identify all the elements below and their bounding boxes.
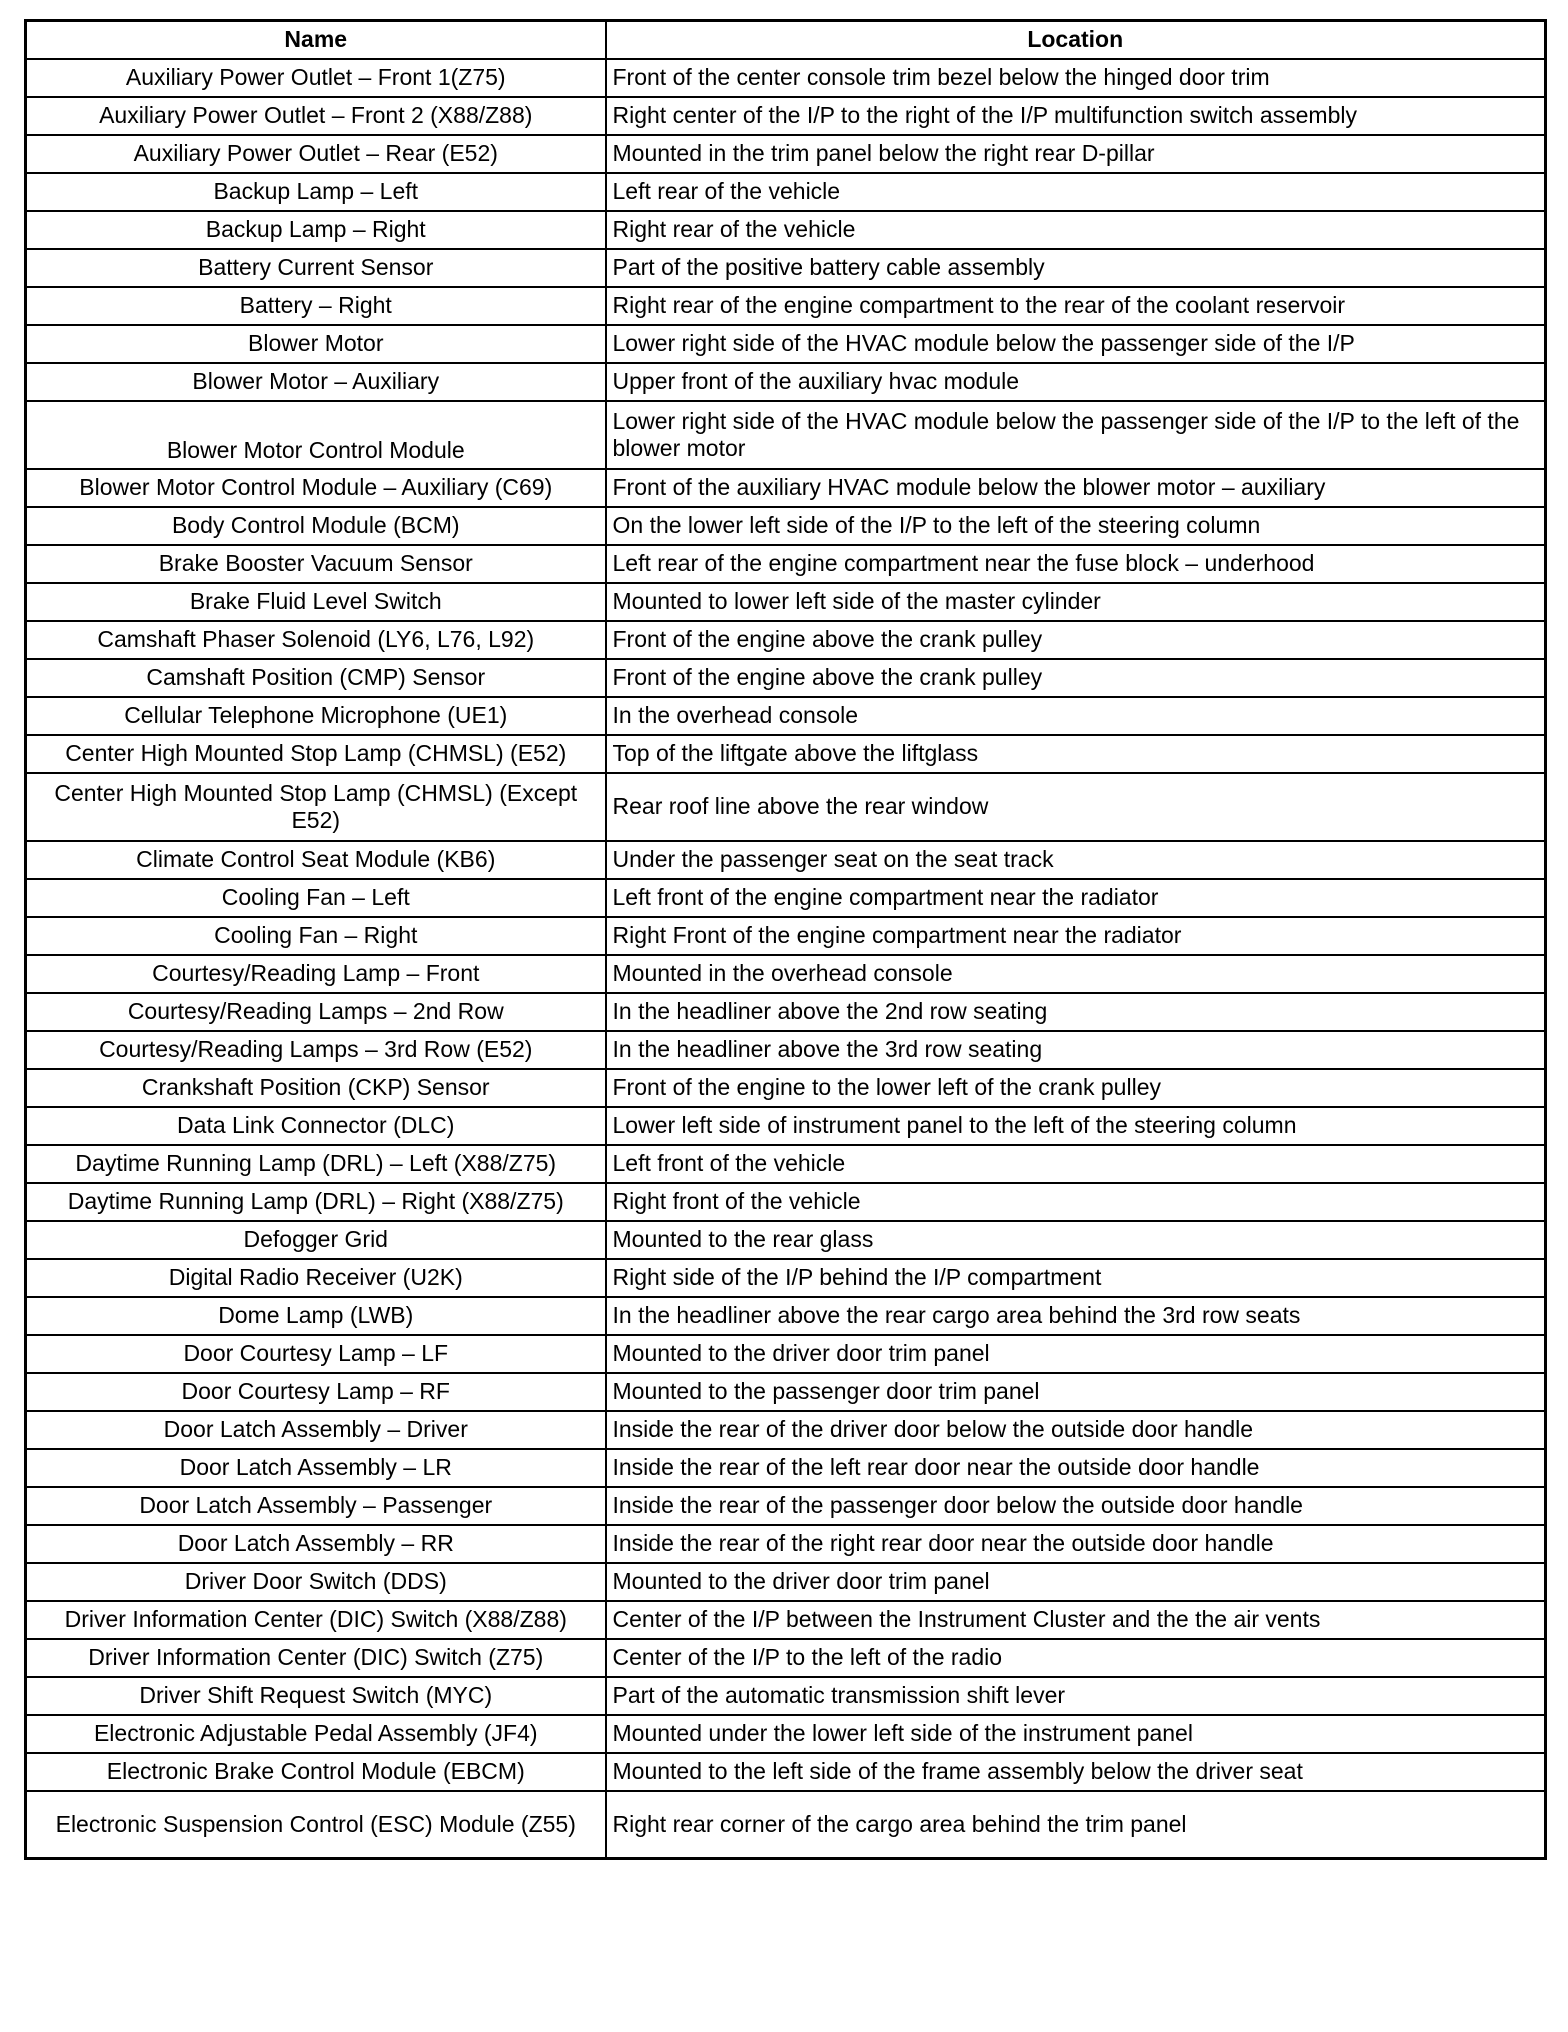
component-location-cell: Front of the auxiliary HVAC module below the blower motor – auxiliary [606, 469, 1546, 507]
component-location-cell: Inside the rear of the left rear door near the outside door handle [606, 1449, 1546, 1487]
component-location-cell: On the lower left side of the I/P to the left of the steering column [606, 507, 1546, 545]
component-name-cell: Door Latch Assembly – LR [26, 1449, 606, 1487]
table-row [26, 993, 1546, 1031]
table-row [26, 735, 1546, 773]
table-row [26, 287, 1546, 325]
component-name-cell: Driver Shift Request Switch (MYC) [26, 1677, 606, 1715]
component-name-cell: Courtesy/Reading Lamp – Front [26, 955, 606, 993]
component-name-cell: Cooling Fan – Right [26, 917, 606, 955]
component-location-cell: In the headliner above the 3rd row seating [606, 1031, 1546, 1069]
component-name-cell: Electronic Brake Control Module (EBCM) [26, 1753, 606, 1791]
component-name-cell: Center High Mounted Stop Lamp (CHMSL) (E52) [26, 735, 606, 773]
table-row [26, 1487, 1546, 1525]
table-row [26, 1145, 1546, 1183]
component-location-cell: In the headliner above the rear cargo area behind the 3rd row seats [606, 1297, 1546, 1335]
location-column-header: Location [606, 21, 1546, 59]
table-row [26, 1791, 1546, 1859]
component-name-cell: Door Latch Assembly – Passenger [26, 1487, 606, 1525]
component-location-table [24, 19, 1547, 1860]
table-row [26, 1411, 1546, 1449]
component-location-cell: Left front of the vehicle [606, 1145, 1546, 1183]
table-row [26, 1107, 1546, 1145]
component-name-cell: Body Control Module (BCM) [26, 507, 606, 545]
component-name-cell: Blower Motor Control Module [26, 401, 606, 469]
component-location-cell: Right front of the vehicle [606, 1183, 1546, 1221]
table-row [26, 1563, 1546, 1601]
table-row [26, 59, 1546, 97]
table-row [26, 1753, 1546, 1791]
table-row [26, 1259, 1546, 1297]
table-row [26, 401, 1546, 469]
component-name-cell: Brake Booster Vacuum Sensor [26, 545, 606, 583]
component-name-cell: Data Link Connector (DLC) [26, 1107, 606, 1145]
component-location-cell: Center of the I/P to the left of the radio [606, 1639, 1546, 1677]
name-column-header: Name [26, 21, 606, 59]
component-location-cell: Mounted to lower left side of the master cylinder [606, 583, 1546, 621]
component-name-cell: Cellular Telephone Microphone (UE1) [26, 697, 606, 735]
table-row [26, 363, 1546, 401]
component-location-cell: Mounted under the lower left side of the instrument panel [606, 1715, 1546, 1753]
table-row [26, 773, 1546, 841]
component-name-cell: Door Latch Assembly – RR [26, 1525, 606, 1563]
table-row [26, 1373, 1546, 1411]
table-row [26, 955, 1546, 993]
component-location-cell: Right Front of the engine compartment near the radiator [606, 917, 1546, 955]
component-name-cell: Blower Motor Control Module – Auxiliary (C69) [26, 469, 606, 507]
component-location-cell: Upper front of the auxiliary hvac module [606, 363, 1546, 401]
table-row [26, 1449, 1546, 1487]
component-location-cell: Front of the engine above the crank pulley [606, 659, 1546, 697]
component-name-cell: Electronic Suspension Control (ESC) Module (Z55) [26, 1791, 606, 1859]
component-location-cell: Inside the rear of the passenger door below the outside door handle [606, 1487, 1546, 1525]
table-row [26, 507, 1546, 545]
table-row [26, 841, 1546, 879]
component-location-cell: Mounted to the driver door trim panel [606, 1563, 1546, 1601]
component-location-cell: In the headliner above the 2nd row seating [606, 993, 1546, 1031]
component-location-cell: Inside the rear of the driver door below the outside door handle [606, 1411, 1546, 1449]
table-row [26, 697, 1546, 735]
component-location-cell: Lower right side of the HVAC module below the passenger side of the I/P [606, 325, 1546, 363]
table-body [26, 59, 1546, 1859]
component-name-cell: Defogger Grid [26, 1221, 606, 1259]
table-row [26, 879, 1546, 917]
component-name-cell: Dome Lamp (LWB) [26, 1297, 606, 1335]
component-name-cell: Center High Mounted Stop Lamp (CHMSL) (Except E52) [26, 773, 606, 841]
component-location-cell: Lower right side of the HVAC module below the passenger side of the I/P to the left of the blower motor [606, 401, 1546, 469]
component-name-cell: Auxiliary Power Outlet – Front 1(Z75) [26, 59, 606, 97]
table-row [26, 1525, 1546, 1563]
table-row [26, 1221, 1546, 1259]
component-location-cell: Mounted to the driver door trim panel [606, 1335, 1546, 1373]
component-location-cell: Mounted to the rear glass [606, 1221, 1546, 1259]
component-location-cell: Front of the engine above the crank pulley [606, 621, 1546, 659]
table-row [26, 1297, 1546, 1335]
component-name-cell: Digital Radio Receiver (U2K) [26, 1259, 606, 1297]
component-name-cell: Battery – Right [26, 287, 606, 325]
component-name-cell: Door Latch Assembly – Driver [26, 1411, 606, 1449]
table-row [26, 1601, 1546, 1639]
component-name-cell: Driver Information Center (DIC) Switch (X88/Z88) [26, 1601, 606, 1639]
component-name-cell: Courtesy/Reading Lamps – 2nd Row [26, 993, 606, 1031]
component-location-cell: Part of the automatic transmission shift lever [606, 1677, 1546, 1715]
table-row [26, 917, 1546, 955]
component-location-cell: Right center of the I/P to the right of the I/P multifunction switch assembly [606, 97, 1546, 135]
component-name-cell: Electronic Adjustable Pedal Assembly (JF4) [26, 1715, 606, 1753]
component-location-cell: Left rear of the vehicle [606, 173, 1546, 211]
table-row [26, 1677, 1546, 1715]
component-location-cell: Left rear of the engine compartment near the fuse block – underhood [606, 545, 1546, 583]
header-row [26, 21, 1546, 59]
component-location-cell: Right side of the I/P behind the I/P compartment [606, 1259, 1546, 1297]
component-location-cell: Rear roof line above the rear window [606, 773, 1546, 841]
table-row [26, 97, 1546, 135]
component-name-cell: Daytime Running Lamp (DRL) – Left (X88/Z75) [26, 1145, 606, 1183]
table-row [26, 249, 1546, 287]
component-location-cell: Right rear of the vehicle [606, 211, 1546, 249]
component-location-cell: Front of the engine to the lower left of the crank pulley [606, 1069, 1546, 1107]
table-row [26, 621, 1546, 659]
table-row [26, 583, 1546, 621]
component-name-cell: Backup Lamp – Right [26, 211, 606, 249]
table-row [26, 545, 1546, 583]
component-name-cell: Climate Control Seat Module (KB6) [26, 841, 606, 879]
component-name-cell: Blower Motor – Auxiliary [26, 363, 606, 401]
component-name-cell: Battery Current Sensor [26, 249, 606, 287]
component-name-cell: Door Courtesy Lamp – RF [26, 1373, 606, 1411]
table-row [26, 211, 1546, 249]
component-name-cell: Crankshaft Position (CKP) Sensor [26, 1069, 606, 1107]
table-row [26, 1639, 1546, 1677]
table-row [26, 1715, 1546, 1753]
component-location-cell: Lower left side of instrument panel to the left of the steering column [606, 1107, 1546, 1145]
table-row [26, 1335, 1546, 1373]
table-row [26, 1183, 1546, 1221]
component-location-cell: Mounted in the trim panel below the right rear D-pillar [606, 135, 1546, 173]
component-location-cell: Mounted in the overhead console [606, 955, 1546, 993]
component-name-cell: Courtesy/Reading Lamps – 3rd Row (E52) [26, 1031, 606, 1069]
table-row [26, 135, 1546, 173]
component-name-cell: Driver Door Switch (DDS) [26, 1563, 606, 1601]
table-row [26, 1031, 1546, 1069]
component-name-cell: Auxiliary Power Outlet – Rear (E52) [26, 135, 606, 173]
table-row [26, 1069, 1546, 1107]
component-location-cell: Front of the center console trim bezel below the hinged door trim [606, 59, 1546, 97]
table-row [26, 659, 1546, 697]
component-location-cell: Right rear corner of the cargo area behind the trim panel [606, 1791, 1546, 1859]
component-location-cell: Mounted to the passenger door trim panel [606, 1373, 1546, 1411]
table-row [26, 469, 1546, 507]
component-name-cell: Door Courtesy Lamp – LF [26, 1335, 606, 1373]
component-location-cell: Inside the rear of the right rear door near the outside door handle [606, 1525, 1546, 1563]
component-location-cell: Center of the I/P between the Instrument Cluster and the the air vents [606, 1601, 1546, 1639]
component-location-cell: Mounted to the left side of the frame assembly below the driver seat [606, 1753, 1546, 1791]
component-location-cell: Left front of the engine compartment near the radiator [606, 879, 1546, 917]
component-name-cell: Brake Fluid Level Switch [26, 583, 606, 621]
component-location-cell: Top of the liftgate above the liftglass [606, 735, 1546, 773]
component-name-cell: Auxiliary Power Outlet – Front 2 (X88/Z88) [26, 97, 606, 135]
component-location-cell: Part of the positive battery cable assembly [606, 249, 1546, 287]
component-name-cell: Camshaft Phaser Solenoid (LY6, L76, L92) [26, 621, 606, 659]
component-name-cell: Daytime Running Lamp (DRL) – Right (X88/Z75) [26, 1183, 606, 1221]
component-name-cell: Cooling Fan – Left [26, 879, 606, 917]
component-name-cell: Blower Motor [26, 325, 606, 363]
component-location-cell: Right rear of the engine compartment to the rear of the coolant reservoir [606, 287, 1546, 325]
component-name-cell: Backup Lamp – Left [26, 173, 606, 211]
component-name-cell: Driver Information Center (DIC) Switch (Z75) [26, 1639, 606, 1677]
component-name-cell: Camshaft Position (CMP) Sensor [26, 659, 606, 697]
component-location-cell: In the overhead console [606, 697, 1546, 735]
table-row [26, 173, 1546, 211]
component-location-cell: Under the passenger seat on the seat track [606, 841, 1546, 879]
table-row [26, 325, 1546, 363]
